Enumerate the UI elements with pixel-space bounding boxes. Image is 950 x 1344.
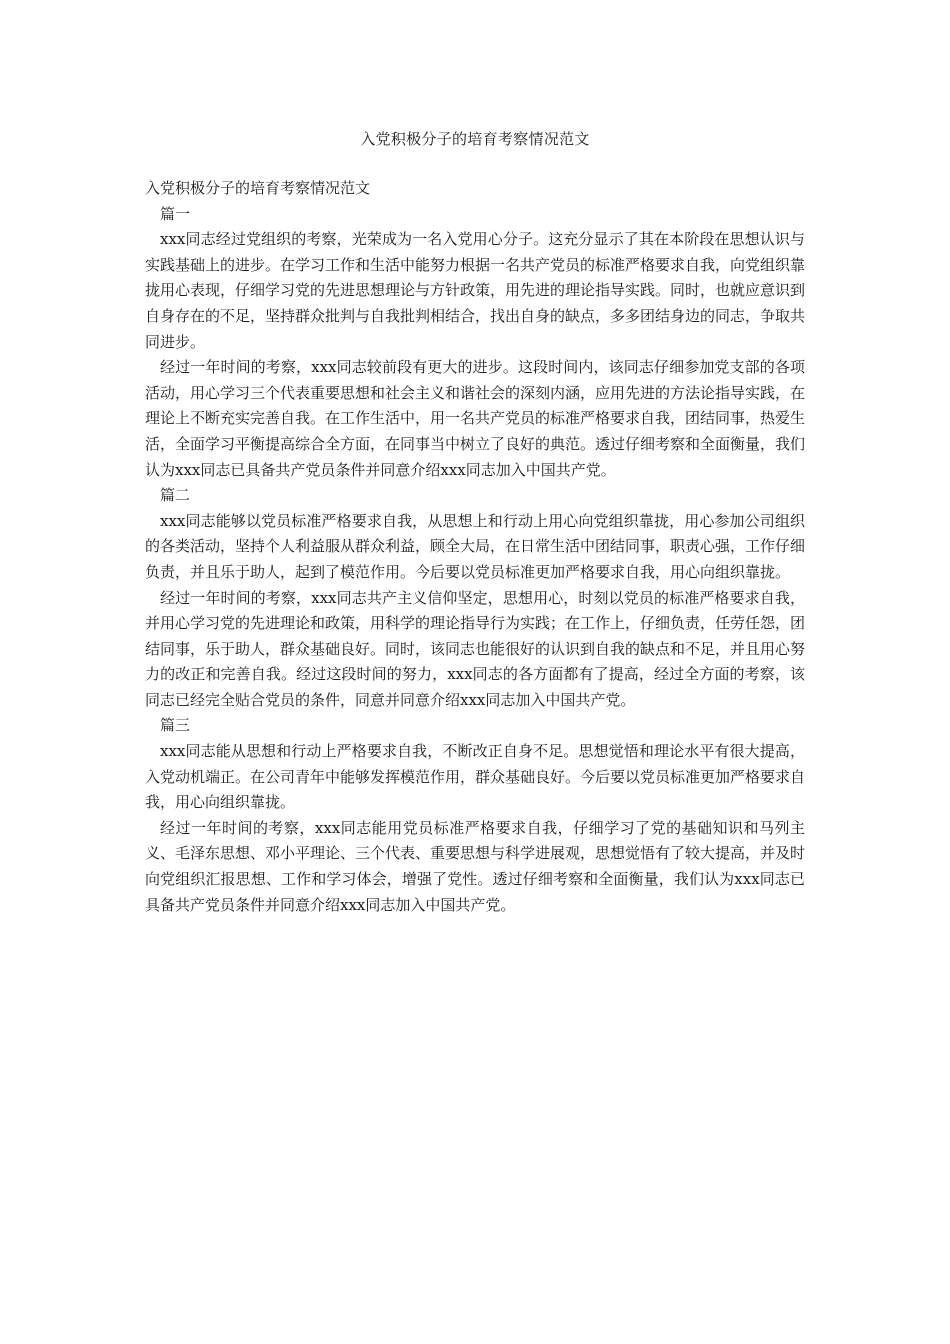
paragraph: xxx同志能够以党员标准严格要求自我，从思想上和行动上用心向党组织靠拢，用心参加公司组织的各类活动，坚持个人利益服从群众利益，顾全大局，在日常生活中团结同事，职责心强，工作仔细负责，并且乐于助人，起到了模范作用。今后要以党员标准更加严格要求自我，用心向组织靠拢。 — [145, 511, 806, 581]
document-body — [145, 176, 805, 918]
document-title: 入党积极分子的培育考察情况范文 — [360, 130, 590, 148]
paragraph: 经过一年时间的考察，xxx同志共产主义信仰坚定，思想用心，时刻以党员的标准严格要求自我，并用心学习党的先进理论和政策，用科学的理论指导行为实践；在工作上，仔细负责，任劳任怨，团结同事，乐于助人，群众基础良好。同时，该同志也能很好的认识到自我的缺点和不足，并且用心努力的改正和完善自我。经过这段时间的努力，xxx同志的各方面都有了提高，经过全方面的考察，该同志已经完全贴合党员的条件，同意并同意介绍xxx同志加入中国共产党。 — [145, 588, 806, 709]
paragraph: xxx同志经过党组织的考察，光荣成为一名入党用心分子。这充分显示了其在本阶段在思想认识与实践基础上的进步。在学习工作和生活中能努力根据一名共产党员的标准严格要求自我，向党组织靠拢用心表现，仔细学习党的先进思想理论与方针政策，用先进的理论指导实践。同时，也就应意识到自身存在的不足，坚持群众批判与自我批判相结合，找出自身的缺点，多多团结身边的同志，争取共同进步。 — [145, 230, 806, 351]
paragraph: 经过一年时间的考察，xxx同志能用党员标准严格要求自我，仔细学习了党的基础知识和马列主义、毛泽东思想、邓小平理论、三个代表、重要思想与科学进展观，思想觉悟有了较大提高，并及时向党组织汇报思想、工作和学习体会，增强了党性。透过仔细考察和全面衡量，我们认为xxx同志已具备共产党员条件并同意介绍xxx同志加入中国共产党。 — [145, 818, 806, 914]
document-subtitle: 入党积极分子的培育考察情况范文 — [145, 179, 371, 197]
section-heading-2: 篇二 — [160, 486, 191, 505]
paragraph: xxx同志能从思想和行动上严格要求自我，不断改正自身不足。思想觉悟和理论水平有很大提高，入党动机端正。在公司青年中能够发挥模范作用，群众基础良好。今后要以党员标准更加严格要求自我，用心向组织靠拢。 — [145, 742, 806, 812]
paragraph: 经过一年时间的考察，xxx同志较前段有更大的进步。这段时间内，该同志仔细参加党支部的各项活动，用心学习三个代表重要思想和社会主义和谐社会的深刻内涵，应用先进的方法论指导实践，在理论上不断充实完善自我。在工作生活中，用一名共产党员的标准严格要求自我，团结同事，热爱生活，全面学习平衡提高综合全方面，在同事当中树立了良好的典范。透过仔细考察和全面衡量，我们认为xxx同志已具备共产党员条件并同意介绍xxx同志加入中国共产党。 — [145, 358, 806, 479]
section-heading-1: 篇一 — [160, 204, 191, 223]
section-heading-3: 篇三 — [160, 716, 191, 735]
